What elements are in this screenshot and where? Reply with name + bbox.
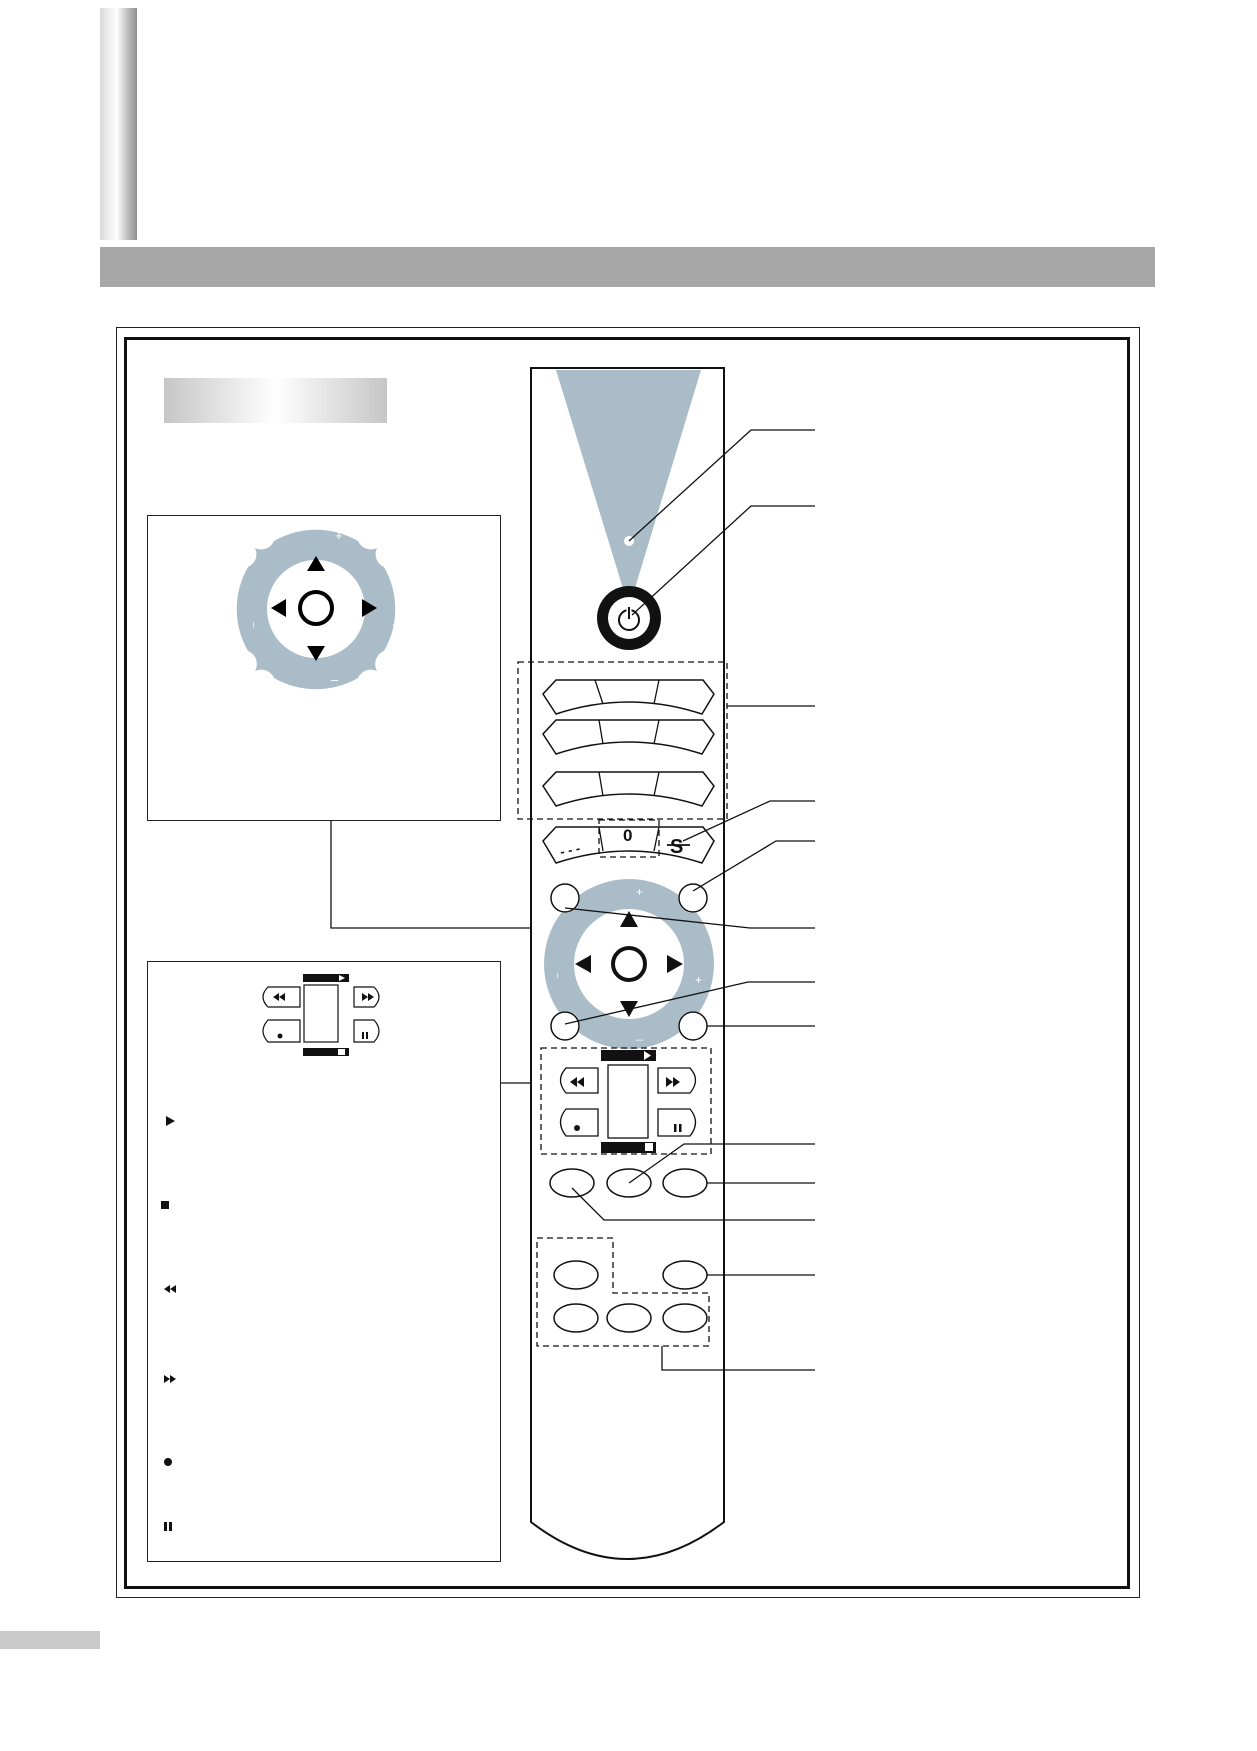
source-icon: S (670, 836, 684, 858)
zero-key[interactable]: 0 (623, 826, 633, 845)
oval-button-6[interactable] (554, 1304, 598, 1332)
bottom-left-button[interactable] (551, 1012, 579, 1040)
play-icon (166, 1116, 175, 1126)
pause-icon (164, 1522, 172, 1531)
oval-button-5[interactable] (663, 1261, 707, 1289)
ok-button-icon (300, 592, 332, 624)
dpad-detail-plus-top: + (335, 528, 343, 543)
record-icon (164, 1458, 172, 1466)
bottom-right-button[interactable] (679, 1012, 707, 1040)
top-left-button[interactable] (551, 884, 579, 912)
dpad-detail-minus-left: – (248, 622, 259, 628)
oval-button-3[interactable] (663, 1169, 707, 1197)
oval-button-8[interactable] (663, 1304, 707, 1332)
remote-dpad-minus-left: – (552, 973, 563, 979)
remote-dpad-minus-bottom: – (636, 1032, 643, 1046)
top-right-button[interactable] (679, 884, 707, 912)
dpad-detail-minus-bottom: – (331, 672, 339, 687)
transport-detail-mini (263, 974, 379, 1056)
stop-icon (161, 1201, 169, 1209)
remote-dpad-plus-right: + (695, 973, 703, 987)
rewind-icon (164, 1285, 176, 1293)
dpad-detail-plus-right: + (392, 617, 400, 632)
dash-key[interactable]: - - - (558, 840, 582, 860)
record-button[interactable] (561, 1109, 599, 1136)
pause-button[interactable] (658, 1109, 696, 1136)
left-arrow-icon (271, 599, 286, 617)
oval-button-4[interactable] (554, 1261, 598, 1289)
dpad-panel-connector (331, 821, 565, 928)
fast-forward-icon (164, 1375, 176, 1383)
dpad-detail (237, 528, 400, 689)
oval-button-7[interactable] (607, 1304, 651, 1332)
remote-dpad-plus-top: + (636, 885, 644, 899)
oval-button-1[interactable] (550, 1169, 594, 1197)
power-button[interactable] (597, 586, 661, 650)
